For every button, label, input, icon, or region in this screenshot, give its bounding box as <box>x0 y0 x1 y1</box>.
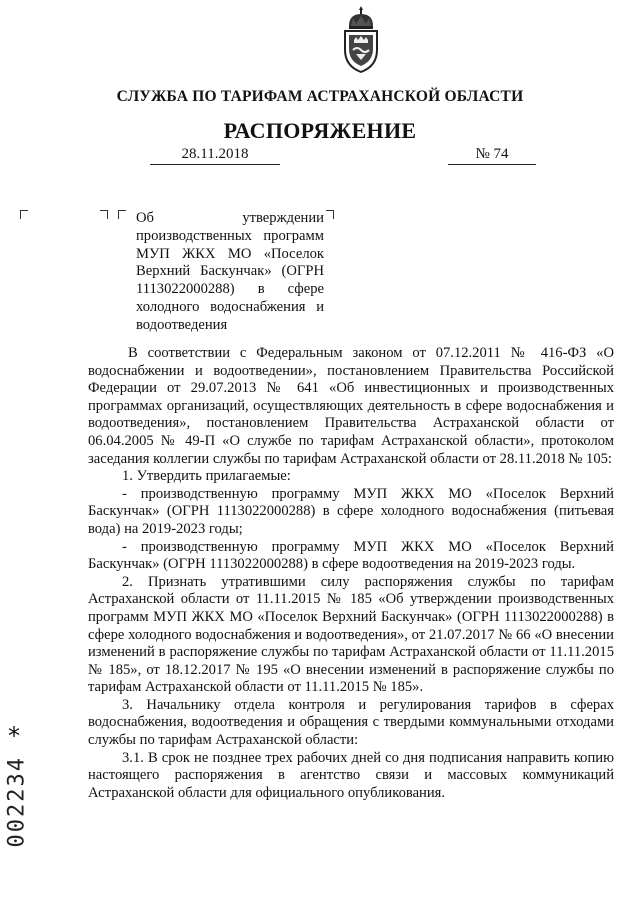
document-subject: Об утверждении производственных программ МУП ЖКХ МО «Поселок Верхний Баскунчак» (ОГРН 1113022000288) в сфере холодного водоснабжения и водоотведения <box>136 210 324 333</box>
item-1-a: - производственную программу МУП ЖКХ МО «Поселок Верхний Баскунчак» (ОГРН 1113022000288) в сфере холодного водоснабжения (питьевая вода) на 2019-2023 годы; <box>88 485 614 537</box>
coat-of-arms-emblem <box>339 4 383 74</box>
margin-star-mark: * <box>8 722 20 750</box>
item-3: 3. Начальнику отдела контроля и регулирования тарифов в сферах водоснабжения, водоотведения и обращения с твердыми коммунальными отходами службы по тарифам Астраханской области: <box>88 696 614 749</box>
item-2: 2. Признать утратившими силу распоряжения службы по тарифам Астраханской области от 11.11.2015 № 185 «Об утверждении производственных программ МУП ЖКХ МО «Поселок Верхний Баскунчак» (ОГРН 1113022000288) в сфере холодного водоснабжения и водоотведения», от 21.07.2017 № 66 «О внесении изменений в распоряжение службы по тарифам Астраханской области от 11.11.2015 № 185», от 18.12.2017 № 195 «О внесении изменений в распоряжение службы по тарифам Астраханской области от 11.11.2015 № 185». <box>88 573 614 696</box>
subject-corner-mark-left-a <box>100 210 108 219</box>
document-number: № 74 <box>448 146 536 165</box>
document-type: РАСПОРЯЖЕНИЕ <box>223 118 417 143</box>
left-margin-corner-mark <box>20 210 28 219</box>
item-1: 1. Утвердить прилагаемые: <box>122 468 291 485</box>
subject-corner-mark-right <box>326 210 334 219</box>
subject-corner-mark-left-b <box>118 210 126 219</box>
document-date: 28.11.2018 <box>150 146 280 165</box>
margin-registration-number: 002234 <box>4 756 30 848</box>
agency-name: СЛУЖБА ПО ТАРИФАМ АСТРАХАНСКОЙ ОБЛАСТИ <box>116 88 524 105</box>
item-3-1: 3.1. В срок не позднее трех рабочих дней со дня подписания направить копию настоящего распоряжения в агентство связи и массовых коммуникаций Астраханской области для официального опубликования. <box>88 749 614 801</box>
document-body <box>88 345 614 802</box>
preamble-paragraph: В соответствии с Федеральным законом от 07.12.2011 № 416-ФЗ «О водоснабжении и водоотведении», постановлением Правительства Российской Федерации от 29.07.2013 № 641 «Об инвестиционных и производственных программах организаций, осуществляющих деятельность в сфере водоснабжения и водоотведения», постановлением Правительства Астраханской области от 06.04.2005 № 49-П «О службе по тарифам Астраханской области», протоколом заседания коллегии службы по тарифам Астраханской области от 28.11.2018 № 105: <box>88 345 614 467</box>
item-1-b: - производственную программу МУП ЖКХ МО «Поселок Верхний Баскунчак» (ОГРН 1113022000288) в сфере водоотведения на 2019-2023 годы. <box>88 538 614 573</box>
